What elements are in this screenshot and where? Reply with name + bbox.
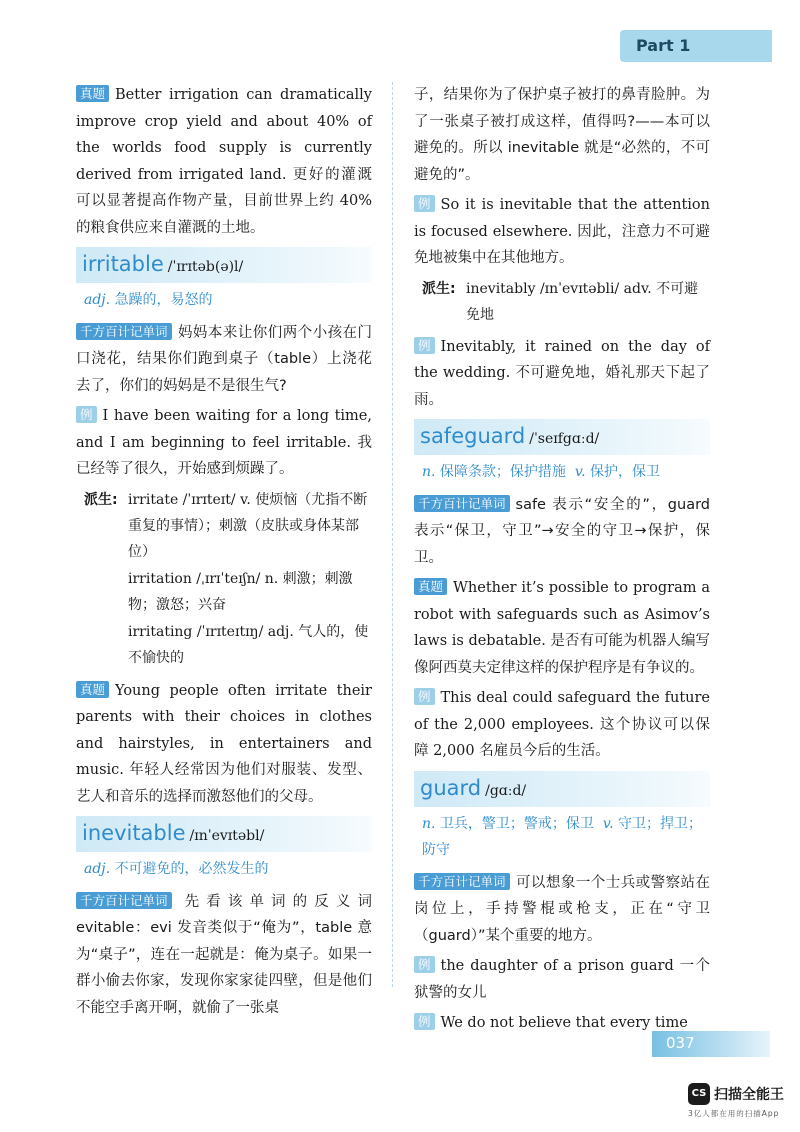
headword-text: irritable — [82, 252, 164, 276]
zhenti-text: Whether it’s possible to program a robot with safeguards such as Asimov’s laws is debatable. 是否有可能为机器人编写像阿西莫夫定律这样的保护程序是有争议的。 — [414, 580, 710, 676]
zhenti-tag: 真题 — [76, 681, 109, 698]
example-text: Inevitably, it rained on the day of the wedding. 不可避免地，婚礼那天下起了雨。 — [414, 338, 710, 408]
memory-text: 妈妈本来让你们两个小孩在门口浇花，结果你们跑到桌子（table）上浇花去了，你们的妈妈是不是很生气? — [76, 324, 372, 394]
pos: n. — [422, 815, 436, 832]
phonetic: /ɪnˈevɪtəbl/ — [189, 828, 265, 844]
qianfang-tag: 千方百计记单词 — [414, 495, 510, 512]
memory-inevitable — [76, 889, 372, 1022]
meaning-text: 守卫；捍卫；防守 — [422, 815, 702, 858]
headword-irritable — [76, 247, 372, 283]
pos: adj. — [84, 861, 111, 877]
meaning-inevitable — [76, 856, 372, 883]
derivation-item: irritating /ˈɪrɪteɪtɪŋ/ adj. 气人的，使不愉快的 — [128, 623, 369, 666]
scanner-name: 扫描全能王 — [714, 1087, 784, 1103]
li-tag: 例 — [414, 1013, 435, 1030]
derivation-list — [128, 487, 372, 672]
memory-text: 可以想象一个士兵或警察站在岗位上，手持警棍或枪支，正在“守卫（guard）”某个重要的地方。 — [414, 874, 710, 944]
qianfang-tag: 千方百计记单词 — [76, 892, 172, 909]
li-tag: 例 — [414, 195, 435, 212]
derivation-item: inevitably /ɪnˈevɪtəbli/ adv. 不可避免地 — [466, 280, 699, 323]
memory-text: safe 表示“安全的”，guard 表示“保卫，守卫”→安全的守卫→保护，保卫。 — [414, 496, 710, 566]
intro-zhenti — [76, 82, 372, 241]
example-text: So it is inevitable that the attention is focused elsewhere. 因此，注意力不可避免地被集中在其他地方。 — [414, 197, 710, 266]
meaning-text: 不可避免的，必然发生的 — [114, 861, 269, 877]
example-inevitable — [414, 192, 710, 272]
example-text: We do not believe that every time — [440, 1015, 688, 1031]
left-column — [76, 82, 372, 1025]
example-irritable — [76, 403, 372, 483]
paisheng-label: 派生: — [84, 491, 118, 508]
headword-safeguard — [414, 419, 710, 455]
example-text: This deal could safeguard the future of the 2,000 employees. 这个协议可以保障 2,000 名雇员今后的生活。 — [414, 690, 710, 759]
scanner-tagline: 3亿人都在用的扫描App — [688, 1109, 780, 1118]
example-guard-1 — [414, 953, 710, 1006]
pos: v. — [602, 815, 614, 832]
scanner-watermark — [688, 1083, 784, 1119]
paisheng-label: 派生: — [422, 280, 456, 297]
right-column — [414, 82, 710, 1041]
qianfang-tag: 千方百计记单词 — [76, 323, 172, 340]
memory-guard — [414, 870, 710, 950]
example-safeguard — [414, 685, 710, 765]
zhenti-irritable — [76, 678, 372, 811]
headword-guard — [414, 771, 710, 807]
derivation-irritable — [76, 487, 372, 672]
memory-irritable — [76, 320, 372, 400]
meaning-text: 保障条款；保护措施 — [439, 464, 566, 480]
memory-safeguard — [414, 492, 710, 572]
li-tag: 例 — [414, 956, 435, 973]
phonetic: /ˈɪrɪtəb(ə)l/ — [167, 259, 244, 275]
qianfang-tag: 千方百计记单词 — [414, 873, 510, 890]
pos: n. — [422, 464, 436, 480]
headword-text: guard — [420, 775, 482, 800]
phonetic: /ˈseɪfgɑːd/ — [529, 431, 600, 447]
zhenti-safeguard — [414, 575, 710, 681]
derivation-item: irritate /ˈɪrɪteɪt/ v. 使烦恼（尤指不断重复的事情）；刺激（皮肤或身体某部位） — [128, 491, 368, 560]
phonetic: /gɑːd/ — [485, 782, 527, 799]
pos: adj. — [84, 292, 111, 308]
page-number: 037 — [652, 1031, 770, 1057]
meaning-irritable — [76, 287, 372, 314]
headword-text: safeguard — [420, 424, 526, 448]
derivation-item: irritation /ˌɪrɪˈteɪʃn/ n. 刺激；刺激物；激怒；兴奋 — [128, 570, 353, 613]
li-tag: 例 — [76, 406, 97, 423]
headword-text: inevitable — [82, 821, 186, 845]
example-inevitable-2 — [414, 334, 710, 414]
meaning-text: 保护，保卫 — [589, 464, 660, 480]
zhenti-text: Young people often irritate their parents with their choices in clothes and hairstyles, in entertainers and music. 年轻人经常因为他们对服装、发型、艺人和音乐的选择而激怒他们的父母。 — [76, 682, 372, 805]
intro-zhenti-text: Better irrigation can dramatically improve crop yield and about 40% of the worlds food supply is currently derived from irrigated land. 更好的灌溉可以显著提高作物产量，目前世界上约 40% 的粮食供应来自灌溉的土地。 — [76, 87, 372, 236]
meaning-safeguard — [414, 459, 710, 486]
headword-inevitable — [76, 816, 372, 852]
pos: v. — [574, 464, 586, 480]
column-divider — [392, 82, 393, 987]
meaning-text: 卫兵，警卫；警戒；保卫 — [439, 815, 594, 832]
li-tag: 例 — [414, 337, 435, 354]
meaning-text: 急躁的，易怒的 — [114, 292, 213, 308]
memory-text: 先看该单词的反义词 evitable：evi 发音类似于“俺为”，table 意为“桌子”，连在一起就是：俺为桌子。如果一群小偷去你家，发现你家家徒四壁，但是他们不能空手离开啊，就偷了一张桌 — [76, 893, 372, 1016]
memory-inevitable-cont: 子，结果你为了保护桌子被打的鼻青脸肿。为了一张桌子被打成这样，值得吗?——本可以避免的。所以 inevitable 就是“必然的，不可避免的”。 — [414, 87, 710, 183]
zhenti-tag: 真题 — [76, 85, 109, 102]
example-text: the daughter of a prison guard 一个狱警的女儿 — [414, 958, 710, 1001]
derivation-inevitable — [414, 276, 710, 328]
meaning-guard — [414, 811, 710, 864]
scanner-logo-icon: CS — [688, 1083, 710, 1105]
part-label: Part 1 — [620, 30, 772, 62]
example-text: I have been waiting for a long time, and I am beginning to feel irritable. 我已经等了很久，开始感到烦躁了。 — [76, 408, 372, 477]
li-tag: 例 — [414, 688, 435, 705]
zhenti-tag: 真题 — [414, 578, 447, 595]
